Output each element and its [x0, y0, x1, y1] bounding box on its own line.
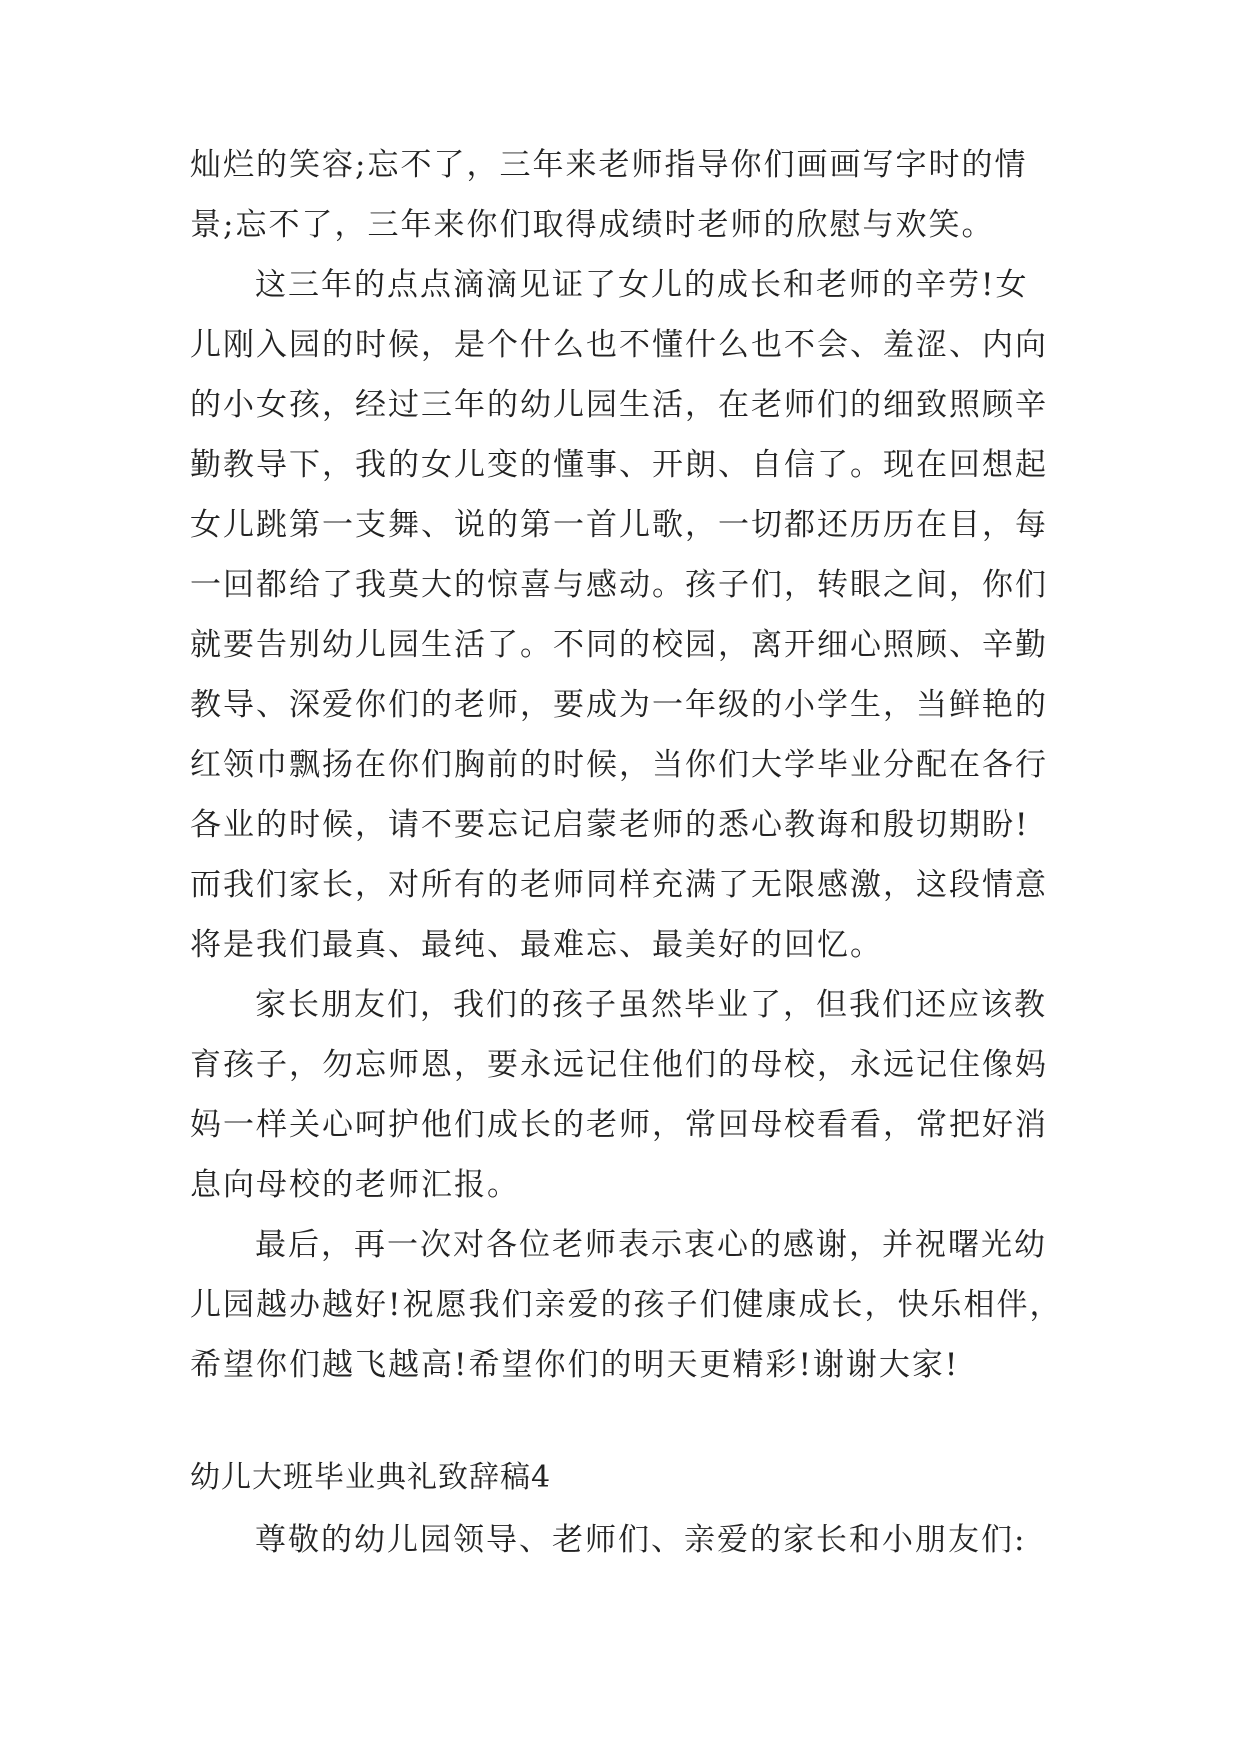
paragraph-line: 妈一样关心呵护他们成长的老师，常回母校看看，常把好消 — [190, 1107, 1048, 1143]
paragraph-line: 儿园越办越好!祝愿我们亲爱的孩子们健康成长，快乐相伴， — [190, 1287, 1063, 1323]
paragraph-line: 一回都给了我莫大的惊喜与感动。孩子们，转眼之间，你们 — [190, 567, 1048, 603]
salutation-line: 尊敬的幼儿园领导、老师们、亲爱的家长和小朋友们: — [255, 1522, 1027, 1558]
section-heading: 幼儿大班毕业典礼致辞稿4 — [190, 1460, 552, 1495]
paragraph-line: 育孩子，勿忘师恩，要永远记住他们的母校，永远记住像妈 — [190, 1047, 1048, 1083]
paragraph-line: 最后，再一次对各位老师表示衷心的感谢，并祝曙光幼 — [255, 1227, 1047, 1263]
paragraph-line: 景;忘不了，三年来你们取得成绩时老师的欣慰与欢笑。 — [190, 207, 995, 243]
paragraph-line: 息向母校的老师汇报。 — [190, 1167, 520, 1203]
paragraph-line: 就要告别幼儿园生活了。不同的校园，离开细心照顾、辛勤 — [190, 627, 1048, 663]
paragraph-line: 红领巾飘扬在你们胸前的时候，当你们大学毕业分配在各行 — [190, 747, 1048, 783]
paragraph-line: 女儿跳第一支舞、说的第一首儿歌，一切都还历历在目，每 — [190, 507, 1048, 543]
paragraph-line: 这三年的点点滴滴见证了女儿的成长和老师的辛劳!女 — [255, 267, 1029, 303]
paragraph-line: 儿刚入园的时候，是个什么也不懂什么也不会、羞涩、内向 — [190, 327, 1048, 363]
paragraph-line: 家长朋友们，我们的孩子虽然毕业了，但我们还应该教 — [255, 987, 1047, 1023]
paragraph-line: 勤教导下，我的女儿变的懂事、开朗、自信了。现在回想起 — [190, 447, 1048, 483]
paragraph-line: 灿烂的笑容;忘不了，三年来老师指导你们画画写字时的情 — [190, 147, 1028, 183]
paragraph-line: 而我们家长，对所有的老师同样充满了无限感激，这段情意 — [190, 867, 1048, 903]
paragraph-line: 教导、深爱你们的老师，要成为一年级的小学生，当鲜艳的 — [190, 687, 1048, 723]
paragraph-line: 的小女孩，经过三年的幼儿园生活，在老师们的细致照顾辛 — [190, 387, 1048, 423]
paragraph-line: 希望你们越飞越高!希望你们的明天更精彩!谢谢大家! — [190, 1347, 960, 1383]
paragraph-line: 各业的时候，请不要忘记启蒙老师的悉心教诲和殷切期盼! — [190, 807, 1030, 843]
paragraph-line: 将是我们最真、最纯、最难忘、最美好的回忆。 — [190, 927, 883, 963]
